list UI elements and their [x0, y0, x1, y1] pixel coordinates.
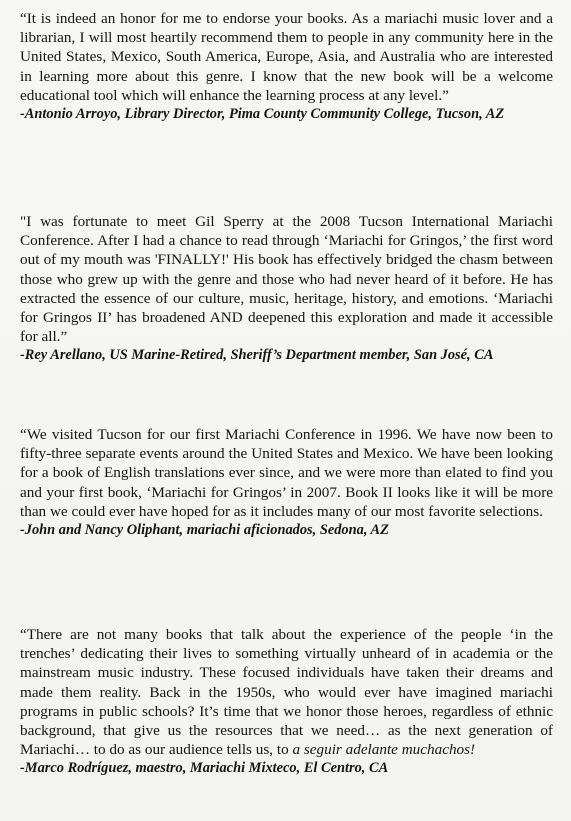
testimonial-quote-text: “There are not many books that talk about the experience of the people ‘in the trenches’ dedicating their lives to something virtually unheard of in academia or the mainstream music industry. These focused individuals have taken their dreams and made them reality. Back in the 1950s, who would ever have imagined mariachi programs in public schools? It’s time that we honor those heroes, regardless of ethnic background, that give us the resources that we need… as the next generation of Mariachi… to do as our audience tells us, to	[20, 626, 553, 759]
testimonial-quote: “We visited Tucson for our first Mariachi Conference in 1996. We have now been to fifty-three separate events around the United States and Mexico. We have been looking for a book of English translations ever since, and we were more than elated to find you and your first book, ‘Mariachi for Gringos’ in 2007. Book II looks like it will be more than we could ever have hoped for as it includes many of our most favorite selections.	[20, 426, 553, 520]
testimonial-quote: "I was fortunate to meet Gil Sperry at the 2008 Tucson International Mariachi Conference. After I had a chance to read through ‘Mariachi for Gringos,’ the first word out of my mouth was 'FINALLY!' His book has effectively bridged the chasm between those who grew up with the genre and those who had never heard of it before. He has extracted the essence of our culture, music, heritage, history, and emotions. ‘Mariachi for Gringos II’ has broadened AND deepened this exploration and made it accessible for all.”	[20, 213, 553, 346]
testimonial-quote-italic: a seguir adelante muchachos!	[292, 741, 476, 759]
testimonial-attribution: -John and Nancy Oliphant, mariachi aficionados, Sedona, AZ	[20, 522, 389, 539]
testimonial-oliphant	[20, 425, 553, 540]
testimonial-arellano	[20, 212, 553, 365]
testimonial-arroyo	[20, 9, 553, 124]
testimonial-quote: “It is indeed an honor for me to endorse your books. As a mariachi music lover and a librarian, I will most heartily recommend them to people in any community here in the United States, Mexico, South America, Europe, Asia, and Australia who are interested in learning more about this genre. I know that the new book will be a welcome educational tool which will enhance the learning process at any level.”	[20, 10, 553, 104]
testimonial-attribution: -Antonio Arroyo, Library Director, Pima County Community College, Tucson, AZ	[20, 106, 505, 123]
testimonial-quote	[20, 625, 553, 759]
testimonial-rodriguez	[20, 625, 553, 778]
testimonial-attribution: -Rey Arellano, US Marine-Retired, Sheriff’s Department member, San José, CA	[20, 347, 494, 364]
testimonial-attribution: -Marco Rodríguez, maestro, Mariachi Mixteco, El Centro, CA	[20, 760, 389, 777]
